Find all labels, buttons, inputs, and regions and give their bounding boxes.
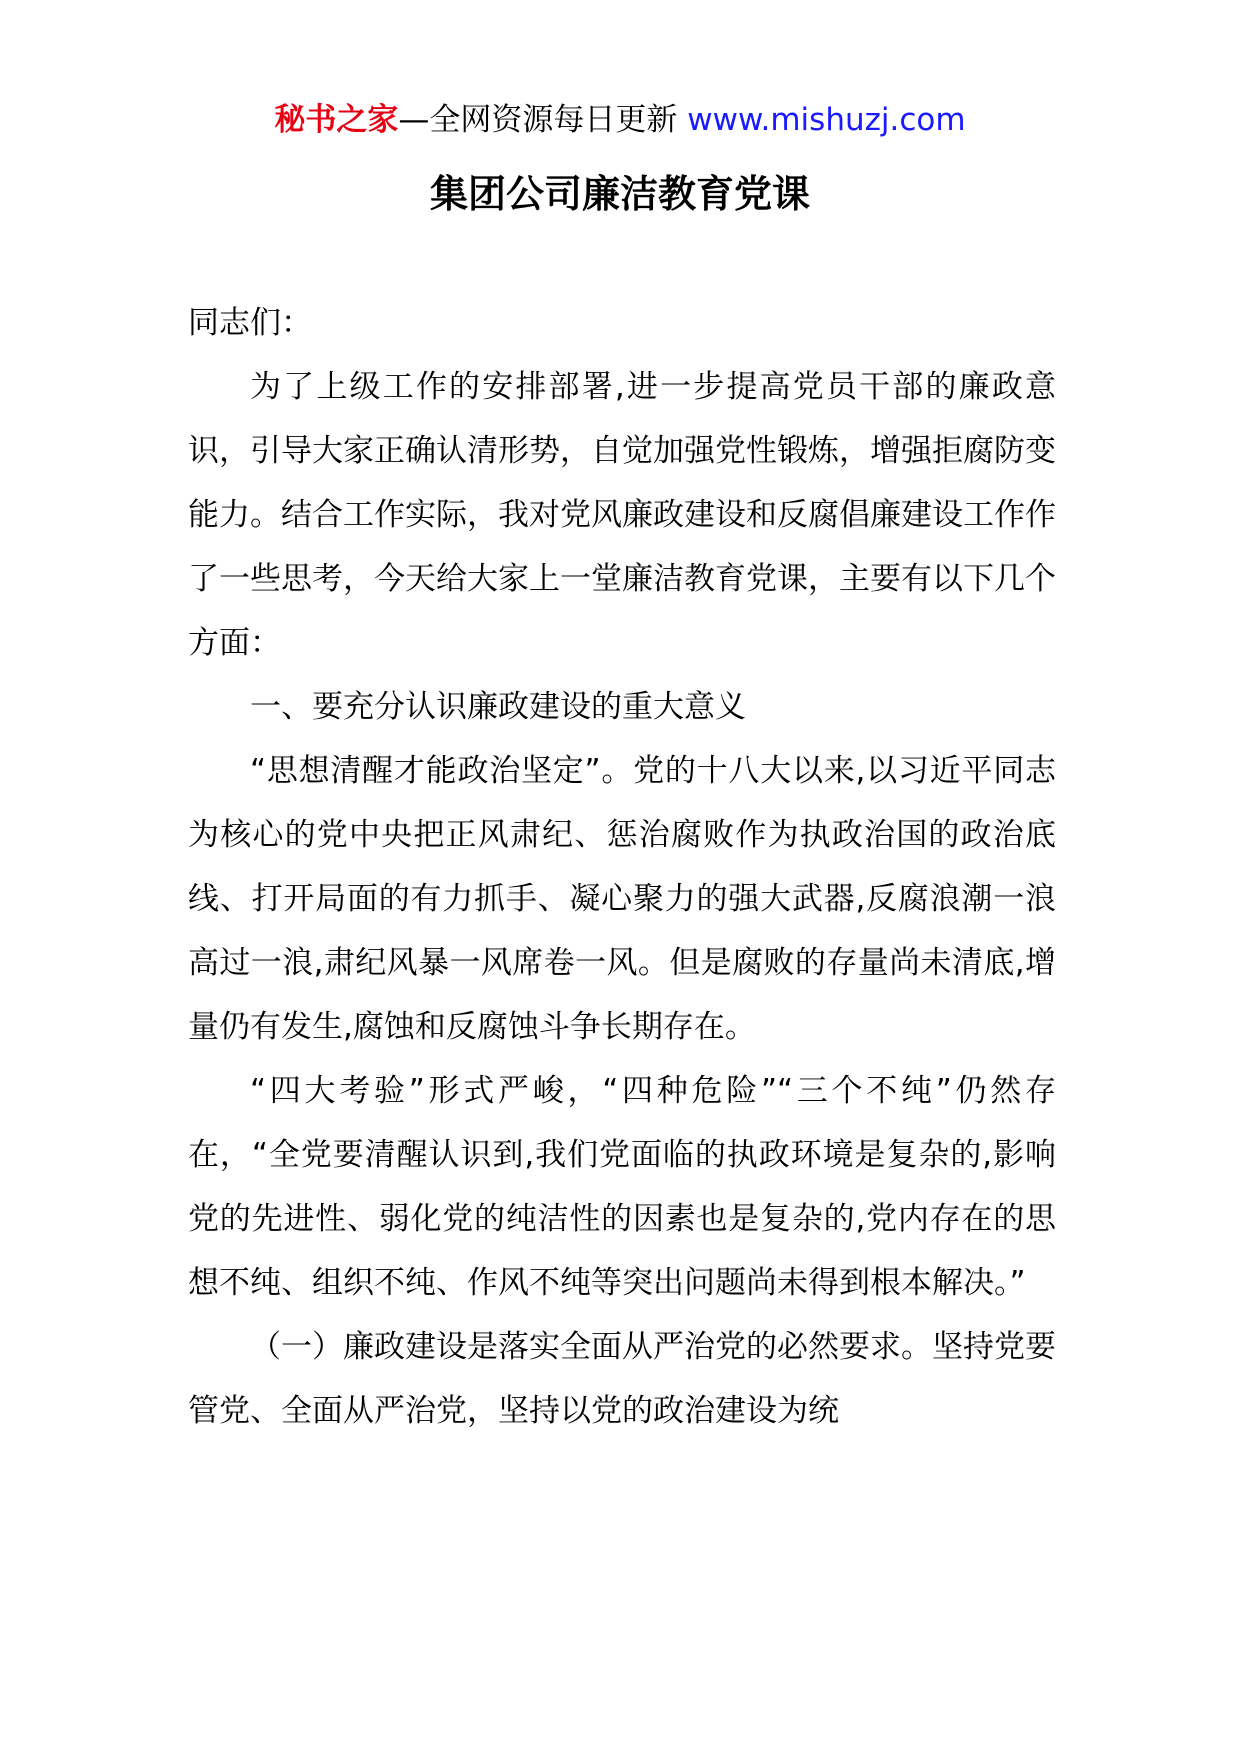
watermark-banner — [0, 98, 1240, 142]
section-heading: 一、要充分认识廉政建设的重大意义 — [250, 689, 746, 725]
document-title: 集团公司廉洁教育党课 — [429, 172, 810, 216]
body-paragraph: 为了上级工作的安排部署,进一步提高党员干部的廉政意识，引导大家正确认清形势，自觉加强党性锻炼，增强拒腐防变能力。结合工作实际，我对党风廉政建设和反腐倡廉建设工作作了一些思考，今天给大家上一堂廉洁教育党课，主要有以下几个方面： — [188, 369, 1056, 661]
document-body — [188, 291, 1056, 1443]
site-url: www.mishuzj.com — [687, 102, 966, 138]
brand-slogan: —全网资源每日更新 — [398, 102, 688, 138]
body-paragraph: “思想清醒才能政治坚定”。党的十八大以来,以习近平同志为核心的党中央把正风肃纪、惩治腐败作为执政治国的政治底线、打开局面的有力抓手、凝心聚力的强大武器,反腐浪潮一浪高过一浪,肃纪风暴一风席卷一风。但是腐败的存量尚未清底,增量仍有发生,腐蚀和反腐蚀斗争长期存在。 — [188, 753, 1056, 1045]
salutation: 同志们： — [188, 305, 312, 341]
body-paragraph: “四大考验”形式严峻，“四种危险”“三个不纯”仍然存在，“全党要清醒认识到,我们党面临的执政环境是复杂的,影响党的先进性、弱化党的纯洁性的因素也是复杂的,党内存在的思想不纯、组织不纯、作风不纯等突出问题尚未得到根本解决。” — [188, 1073, 1056, 1301]
subsection-paragraph: （一）廉政建设是落实全面从严治党的必然要求。坚持党要管党、全面从严治党，坚持以党的政治建设为统 — [188, 1329, 1056, 1429]
brand-name: 秘书之家 — [274, 102, 399, 138]
